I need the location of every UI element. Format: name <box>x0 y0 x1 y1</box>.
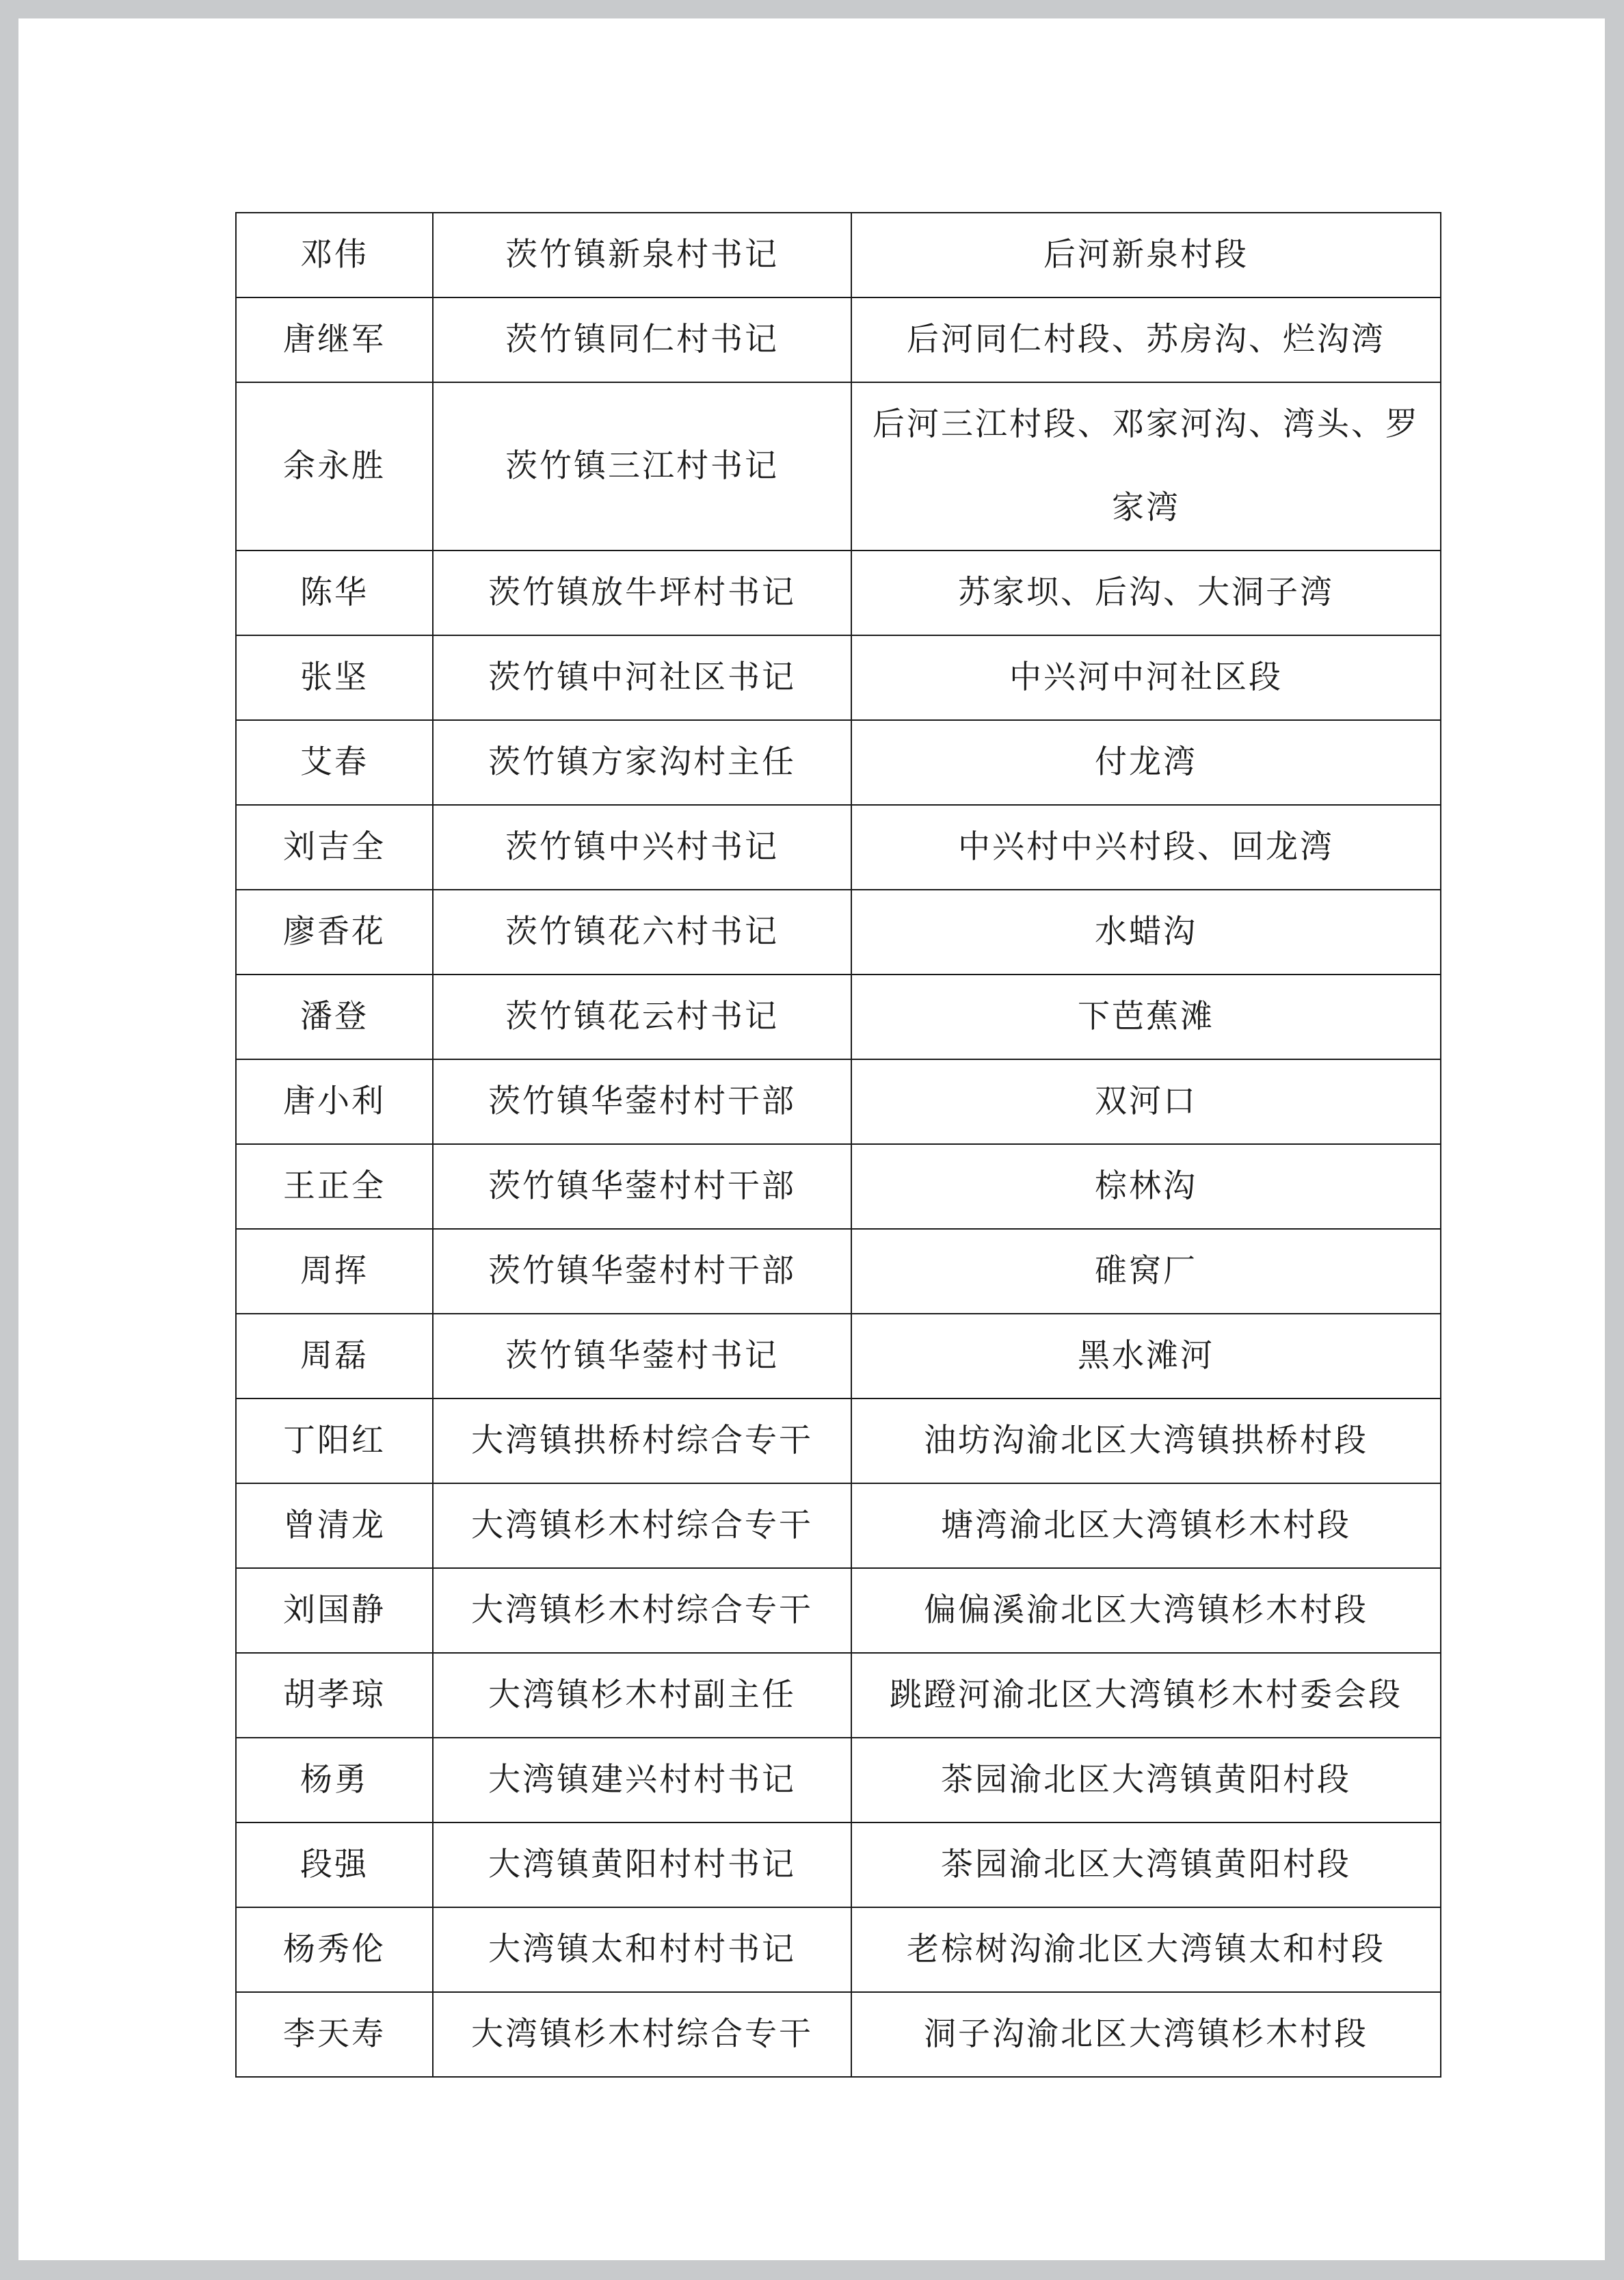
table-row <box>236 1568 1441 1653</box>
table-row <box>236 1738 1441 1822</box>
name-cell: 胡孝琼 <box>236 1653 433 1738</box>
area-cell: 付龙湾 <box>851 720 1441 805</box>
table-row <box>236 382 1441 551</box>
role-cell: 大湾镇建兴村村书记 <box>433 1738 851 1822</box>
role-cell: 大湾镇杉木村综合专干 <box>433 1992 851 2077</box>
table-row <box>236 1399 1441 1483</box>
role-cell: 大湾镇黄阳村村书记 <box>433 1822 851 1907</box>
area-cell: 茶园渝北区大湾镇黄阳村段 <box>851 1822 1441 1907</box>
table-row <box>236 635 1441 720</box>
table-row <box>236 1314 1441 1399</box>
role-cell: 茨竹镇新泉村书记 <box>433 213 851 297</box>
table-row <box>236 1653 1441 1738</box>
role-cell: 茨竹镇华蓥村书记 <box>433 1314 851 1399</box>
area-cell: 后河新泉村段 <box>851 213 1441 297</box>
name-cell: 曾清龙 <box>236 1483 433 1568</box>
area-cell: 茶园渝北区大湾镇黄阳村段 <box>851 1738 1441 1822</box>
area-cell: 后河同仁村段、苏房沟、烂沟湾 <box>851 297 1441 382</box>
area-cell: 洞子沟渝北区大湾镇杉木村段 <box>851 1992 1441 2077</box>
name-cell: 周磊 <box>236 1314 433 1399</box>
table-row <box>236 1483 1441 1568</box>
role-cell: 大湾镇杉木村副主任 <box>433 1653 851 1738</box>
name-cell: 王正全 <box>236 1144 433 1229</box>
name-cell: 潘登 <box>236 975 433 1059</box>
area-cell: 塘湾渝北区大湾镇杉木村段 <box>851 1483 1441 1568</box>
name-cell: 邓伟 <box>236 213 433 297</box>
name-cell: 杨勇 <box>236 1738 433 1822</box>
river-chief-table <box>235 212 1441 2078</box>
role-cell: 大湾镇杉木村综合专干 <box>433 1483 851 1568</box>
area-cell: 后河三江村段、邓家河沟、湾头、罗家湾 <box>851 382 1441 551</box>
role-cell: 茨竹镇三江村书记 <box>433 382 851 551</box>
role-cell: 茨竹镇华蓥村村干部 <box>433 1059 851 1144</box>
area-cell: 跳蹬河渝北区大湾镇杉木村委会段 <box>851 1653 1441 1738</box>
role-cell: 大湾镇太和村村书记 <box>433 1907 851 1992</box>
role-cell: 茨竹镇方家沟村主任 <box>433 720 851 805</box>
area-cell: 棕林沟 <box>851 1144 1441 1229</box>
table-row <box>236 213 1441 297</box>
role-cell: 大湾镇拱桥村综合专干 <box>433 1399 851 1483</box>
role-cell: 茨竹镇花云村书记 <box>433 975 851 1059</box>
table-row <box>236 720 1441 805</box>
role-cell: 茨竹镇花六村书记 <box>433 890 851 975</box>
role-cell: 茨竹镇华蓥村村干部 <box>433 1144 851 1229</box>
role-cell: 茨竹镇中河社区书记 <box>433 635 851 720</box>
name-cell: 张坚 <box>236 635 433 720</box>
area-cell: 油坊沟渝北区大湾镇拱桥村段 <box>851 1399 1441 1483</box>
table-row <box>236 551 1441 635</box>
table-row <box>236 1059 1441 1144</box>
name-cell: 段强 <box>236 1822 433 1907</box>
area-cell: 苏家坝、后沟、大洞子湾 <box>851 551 1441 635</box>
name-cell: 刘吉全 <box>236 805 433 890</box>
area-cell: 中兴村中兴村段、回龙湾 <box>851 805 1441 890</box>
area-cell: 老棕树沟渝北区大湾镇太和村段 <box>851 1907 1441 1992</box>
name-cell: 唐继军 <box>236 297 433 382</box>
name-cell: 李天寿 <box>236 1992 433 2077</box>
area-cell: 水蜡沟 <box>851 890 1441 975</box>
area-cell: 双河口 <box>851 1059 1441 1144</box>
name-cell: 廖香花 <box>236 890 433 975</box>
area-cell: 中兴河中河社区段 <box>851 635 1441 720</box>
role-cell: 茨竹镇同仁村书记 <box>433 297 851 382</box>
name-cell: 刘国静 <box>236 1568 433 1653</box>
name-cell: 唐小利 <box>236 1059 433 1144</box>
area-cell: 碓窝厂 <box>851 1229 1441 1314</box>
table-row <box>236 975 1441 1059</box>
name-cell: 余永胜 <box>236 382 433 551</box>
role-cell: 茨竹镇中兴村书记 <box>433 805 851 890</box>
name-cell: 丁阳红 <box>236 1399 433 1483</box>
name-cell: 周挥 <box>236 1229 433 1314</box>
table-row <box>236 805 1441 890</box>
name-cell: 杨秀伦 <box>236 1907 433 1992</box>
role-cell: 茨竹镇放牛坪村书记 <box>433 551 851 635</box>
table-row <box>236 1229 1441 1314</box>
area-cell: 偏偏溪渝北区大湾镇杉木村段 <box>851 1568 1441 1653</box>
table-row <box>236 1822 1441 1907</box>
area-cell: 下芭蕉滩 <box>851 975 1441 1059</box>
table-row <box>236 1992 1441 2077</box>
role-cell: 大湾镇杉木村综合专干 <box>433 1568 851 1653</box>
document-page <box>18 18 1605 2260</box>
table-row <box>236 297 1441 382</box>
table-row <box>236 1144 1441 1229</box>
name-cell: 艾春 <box>236 720 433 805</box>
table-row <box>236 1907 1441 1992</box>
table-row <box>236 890 1441 975</box>
area-cell: 黑水滩河 <box>851 1314 1441 1399</box>
role-cell: 茨竹镇华蓥村村干部 <box>433 1229 851 1314</box>
name-cell: 陈华 <box>236 551 433 635</box>
